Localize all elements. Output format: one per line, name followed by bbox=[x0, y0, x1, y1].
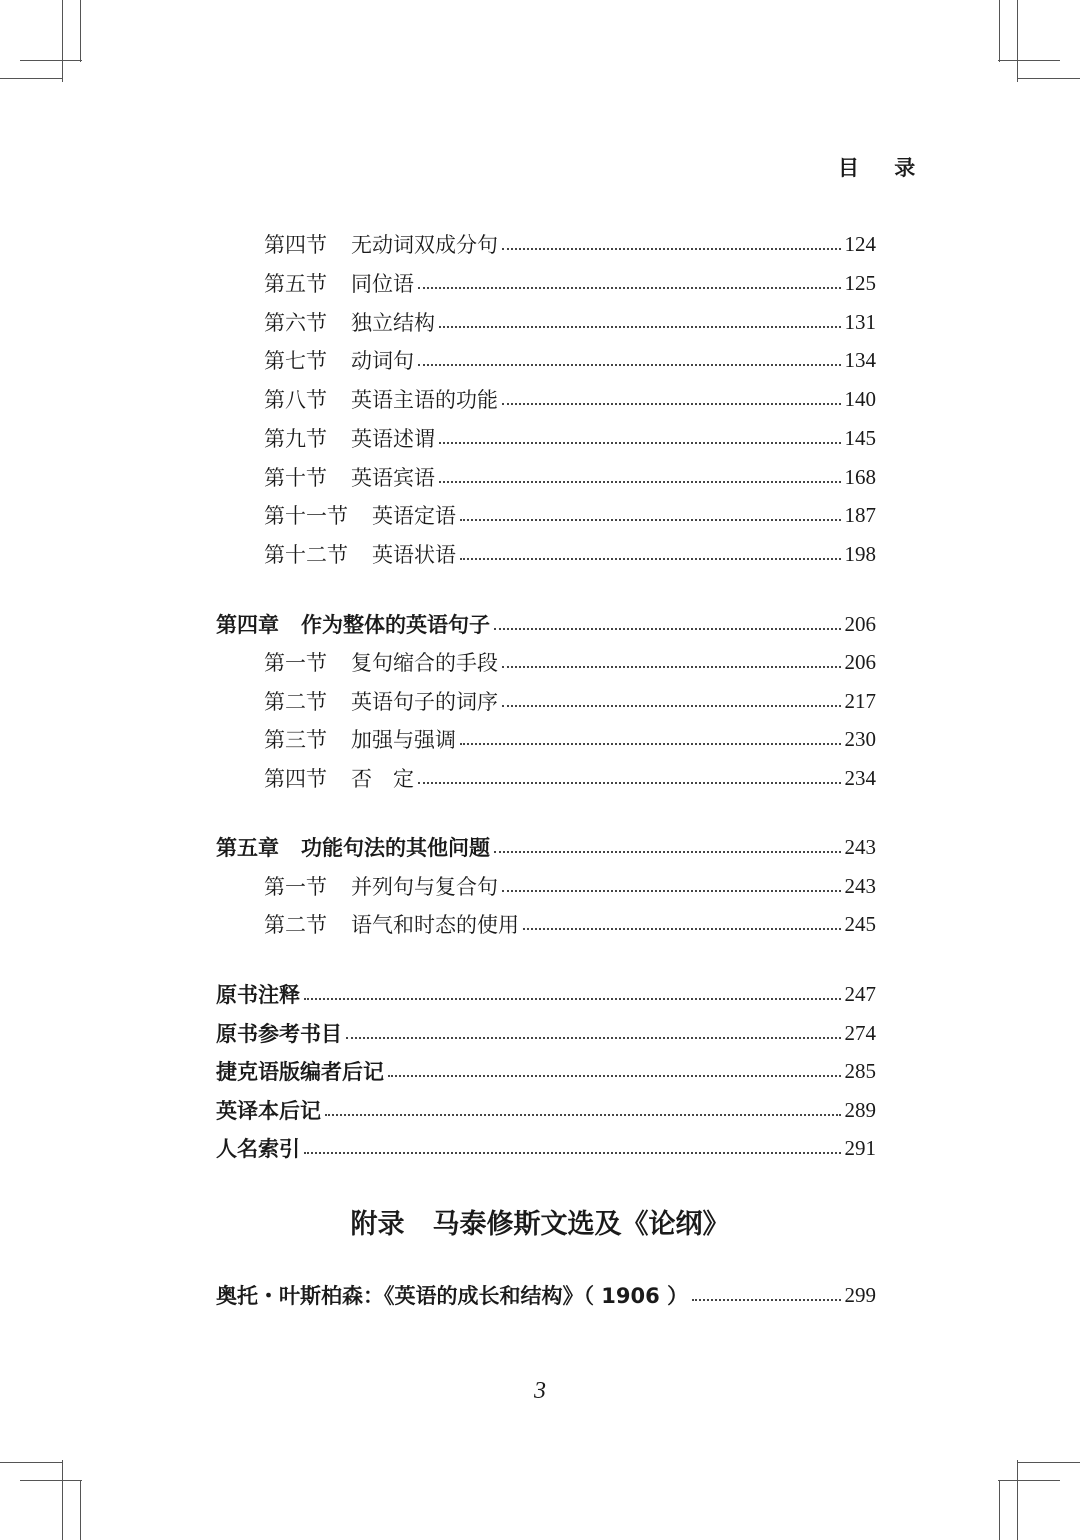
dot-leader bbox=[439, 481, 841, 483]
back-matter-title: 捷克语版编者后记 bbox=[216, 1060, 384, 1084]
page-ref: 291 bbox=[844, 1135, 876, 1160]
page-ref: 124 bbox=[844, 231, 876, 256]
page-ref: 140 bbox=[844, 386, 876, 411]
dot-leader bbox=[439, 326, 841, 328]
page-number: 3 bbox=[534, 1378, 546, 1404]
page-ref: 299 bbox=[844, 1282, 876, 1307]
toc-back-matter[interactable] bbox=[0, 1133, 876, 1163]
toc-appendix-entry[interactable] bbox=[0, 1280, 876, 1310]
section-title: 英语述谓 bbox=[351, 427, 435, 451]
dot-leader bbox=[460, 519, 841, 521]
page-ref: 247 bbox=[844, 981, 876, 1006]
chapter-title: 功能句法的其他问题 bbox=[301, 836, 490, 860]
chapter-number: 第五章 bbox=[216, 836, 279, 860]
page-ref: 234 bbox=[844, 765, 876, 790]
dot-leader bbox=[388, 1075, 841, 1077]
dot-leader bbox=[418, 364, 841, 366]
back-matter-title: 原书注释 bbox=[216, 983, 300, 1007]
toc-chapter-4[interactable] bbox=[0, 609, 876, 639]
section-number: 第四节 bbox=[264, 233, 327, 257]
section-title: 英语宾语 bbox=[351, 466, 435, 490]
toc-entry[interactable] bbox=[0, 763, 876, 793]
section-title: 同位语 bbox=[351, 272, 414, 296]
page-ref: 206 bbox=[844, 649, 876, 674]
dot-leader bbox=[304, 1152, 841, 1154]
section-number: 第七节 bbox=[264, 349, 327, 373]
back-matter-title: 人名索引 bbox=[216, 1137, 300, 1161]
toc-entry[interactable] bbox=[0, 462, 876, 492]
section-title: 英语主语的功能 bbox=[351, 388, 498, 412]
toc-entry[interactable] bbox=[0, 307, 876, 337]
section-number: 第一节 bbox=[264, 875, 327, 899]
toc-entry[interactable] bbox=[0, 500, 876, 530]
toc-back-matter[interactable] bbox=[0, 1056, 876, 1086]
dot-leader bbox=[460, 743, 841, 745]
section-number: 第四节 bbox=[264, 767, 327, 791]
appendix-entry-title: 奥托・叶斯柏森：《英语的成长和结构》（ 1906 ） bbox=[216, 1284, 689, 1308]
dot-leader bbox=[460, 558, 841, 560]
dot-leader bbox=[502, 403, 841, 405]
dot-leader bbox=[439, 442, 841, 444]
back-matter-title: 英译本后记 bbox=[216, 1099, 321, 1123]
toc-entry[interactable] bbox=[0, 909, 876, 939]
page-ref: 217 bbox=[844, 688, 876, 713]
section-number: 第六节 bbox=[264, 311, 327, 335]
page-ref: 243 bbox=[844, 873, 876, 898]
toc-entry[interactable] bbox=[0, 871, 876, 901]
section-title: 并列句与复合句 bbox=[351, 875, 498, 899]
appendix-title: 马泰修斯文选及《论纲》 bbox=[432, 1209, 730, 1240]
page-ref: 134 bbox=[844, 347, 876, 372]
toc-chapter-5[interactable] bbox=[0, 832, 876, 862]
section-number: 第九节 bbox=[264, 427, 327, 451]
section-title: 无动词双成分句 bbox=[351, 233, 498, 257]
dot-leader bbox=[502, 705, 841, 707]
toc-entry[interactable] bbox=[0, 686, 876, 716]
toc-entry[interactable] bbox=[0, 268, 876, 298]
page-ref: 206 bbox=[844, 611, 876, 636]
dot-leader bbox=[418, 782, 841, 784]
page-ref: 125 bbox=[844, 270, 876, 295]
section-title: 英语句子的词序 bbox=[351, 690, 498, 714]
running-header: 目 录 bbox=[838, 156, 930, 180]
dot-leader bbox=[692, 1299, 840, 1301]
dot-leader bbox=[502, 666, 841, 668]
toc-back-matter[interactable] bbox=[0, 1095, 876, 1125]
toc-back-matter[interactable] bbox=[0, 1018, 876, 1048]
page-ref: 274 bbox=[844, 1020, 876, 1045]
appendix-heading bbox=[0, 1202, 1080, 1241]
section-number: 第二节 bbox=[264, 913, 327, 937]
section-title: 语气和时态的使用 bbox=[351, 913, 519, 937]
toc-entry[interactable] bbox=[0, 423, 876, 453]
chapter-title: 作为整体的英语句子 bbox=[301, 613, 490, 637]
section-title: 否 定 bbox=[351, 767, 414, 791]
toc-entry[interactable] bbox=[0, 345, 876, 375]
toc-entry[interactable] bbox=[0, 384, 876, 414]
toc-entry[interactable] bbox=[0, 539, 876, 569]
page-ref: 245 bbox=[844, 911, 876, 936]
section-number: 第十节 bbox=[264, 466, 327, 490]
page-ref: 230 bbox=[844, 726, 876, 751]
section-number: 第一节 bbox=[264, 651, 327, 675]
toc-entry[interactable] bbox=[0, 724, 876, 754]
toc-entry[interactable] bbox=[0, 229, 876, 259]
dot-leader bbox=[418, 287, 841, 289]
section-title: 加强与强调 bbox=[351, 728, 456, 752]
page-ref: 131 bbox=[844, 309, 876, 334]
toc-entry[interactable] bbox=[0, 647, 876, 677]
section-title: 英语定语 bbox=[372, 504, 456, 528]
section-title: 动词句 bbox=[351, 349, 414, 373]
dot-leader bbox=[502, 890, 841, 892]
section-title: 复句缩合的手段 bbox=[351, 651, 498, 675]
section-title: 独立结构 bbox=[351, 311, 435, 335]
dot-leader bbox=[502, 248, 841, 250]
page-ref: 285 bbox=[844, 1058, 876, 1083]
section-number: 第二节 bbox=[264, 690, 327, 714]
dot-leader bbox=[304, 998, 841, 1000]
dot-leader bbox=[523, 928, 841, 930]
dot-leader bbox=[325, 1114, 841, 1116]
dot-leader bbox=[494, 851, 841, 853]
section-number: 第十一节 bbox=[264, 504, 348, 528]
dot-leader bbox=[494, 628, 841, 630]
page-ref: 187 bbox=[844, 502, 876, 527]
dot-leader bbox=[346, 1037, 841, 1039]
page-ref: 243 bbox=[844, 834, 876, 859]
section-number: 第十二节 bbox=[264, 543, 348, 567]
chapter-number: 第四章 bbox=[216, 613, 279, 637]
appendix-label: 附录 bbox=[350, 1209, 405, 1240]
page-ref: 198 bbox=[844, 541, 876, 566]
page-ref: 168 bbox=[844, 464, 876, 489]
section-number: 第八节 bbox=[264, 388, 327, 412]
section-number: 第三节 bbox=[264, 728, 327, 752]
page-ref: 145 bbox=[844, 425, 876, 450]
section-number: 第五节 bbox=[264, 272, 327, 296]
page-ref: 289 bbox=[844, 1097, 876, 1122]
toc-back-matter[interactable] bbox=[0, 979, 876, 1009]
section-title: 英语状语 bbox=[372, 543, 456, 567]
back-matter-title: 原书参考书目 bbox=[216, 1022, 342, 1046]
